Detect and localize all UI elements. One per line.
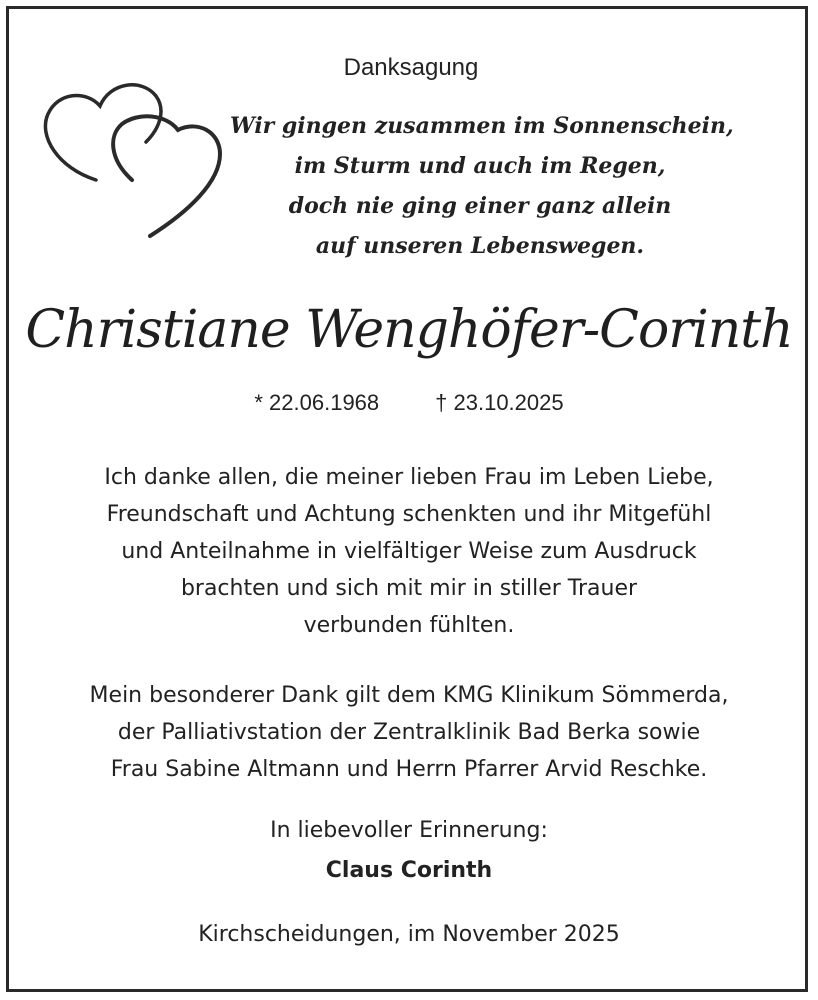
special-thanks-paragraph <box>0 677 818 788</box>
paragraph-line: Freundschaft und Achtung schenkten und ihr Mitgefühl <box>106 502 712 527</box>
thanks-paragraph <box>0 459 818 644</box>
paragraph-line: der Palliativstation der Zentralklinik Bad Berka sowie <box>117 720 701 745</box>
paragraph-line: und Anteilnahme in vielfältiger Weise zum Ausdruck <box>121 539 697 564</box>
death-date: † 23.10.2025 <box>435 390 564 415</box>
signer-name: Claus Corinth <box>325 858 493 883</box>
deceased-name: Christiane Wenghöfer-Corinth <box>25 300 793 360</box>
poem-line: doch nie ging einer ganz allein <box>288 193 672 219</box>
heading: Danksagung <box>343 54 479 81</box>
poem-line: im Sturm und auch im Regen, <box>294 153 666 179</box>
closing-intro: In liebevoller Erinnerung: <box>270 818 548 843</box>
two-hearts-icon <box>38 76 228 246</box>
birth-date: * 22.06.1968 <box>254 390 380 415</box>
paragraph-line: Mein besonderer Dank gilt dem KMG Klinikum Sömmerda, <box>89 683 729 708</box>
poem-line: Wir gingen zusammen im Sonnenschein, <box>230 113 734 139</box>
place-and-date: Kirchscheidungen, im November 2025 <box>198 922 620 947</box>
poem-line: auf unseren Lebenswegen. <box>315 233 645 259</box>
paragraph-line: Ich danke allen, die meiner lieben Frau im Leben Liebe, <box>104 465 714 490</box>
paragraph-line: brachten und sich mit mir in stiller Trauer <box>180 576 638 601</box>
paragraph-line: verbunden fühlten. <box>303 613 515 638</box>
poem <box>230 106 734 266</box>
life-dates <box>0 390 818 416</box>
paragraph-line: Frau Sabine Altmann und Herrn Pfarrer Arvid Reschke. <box>110 757 708 782</box>
